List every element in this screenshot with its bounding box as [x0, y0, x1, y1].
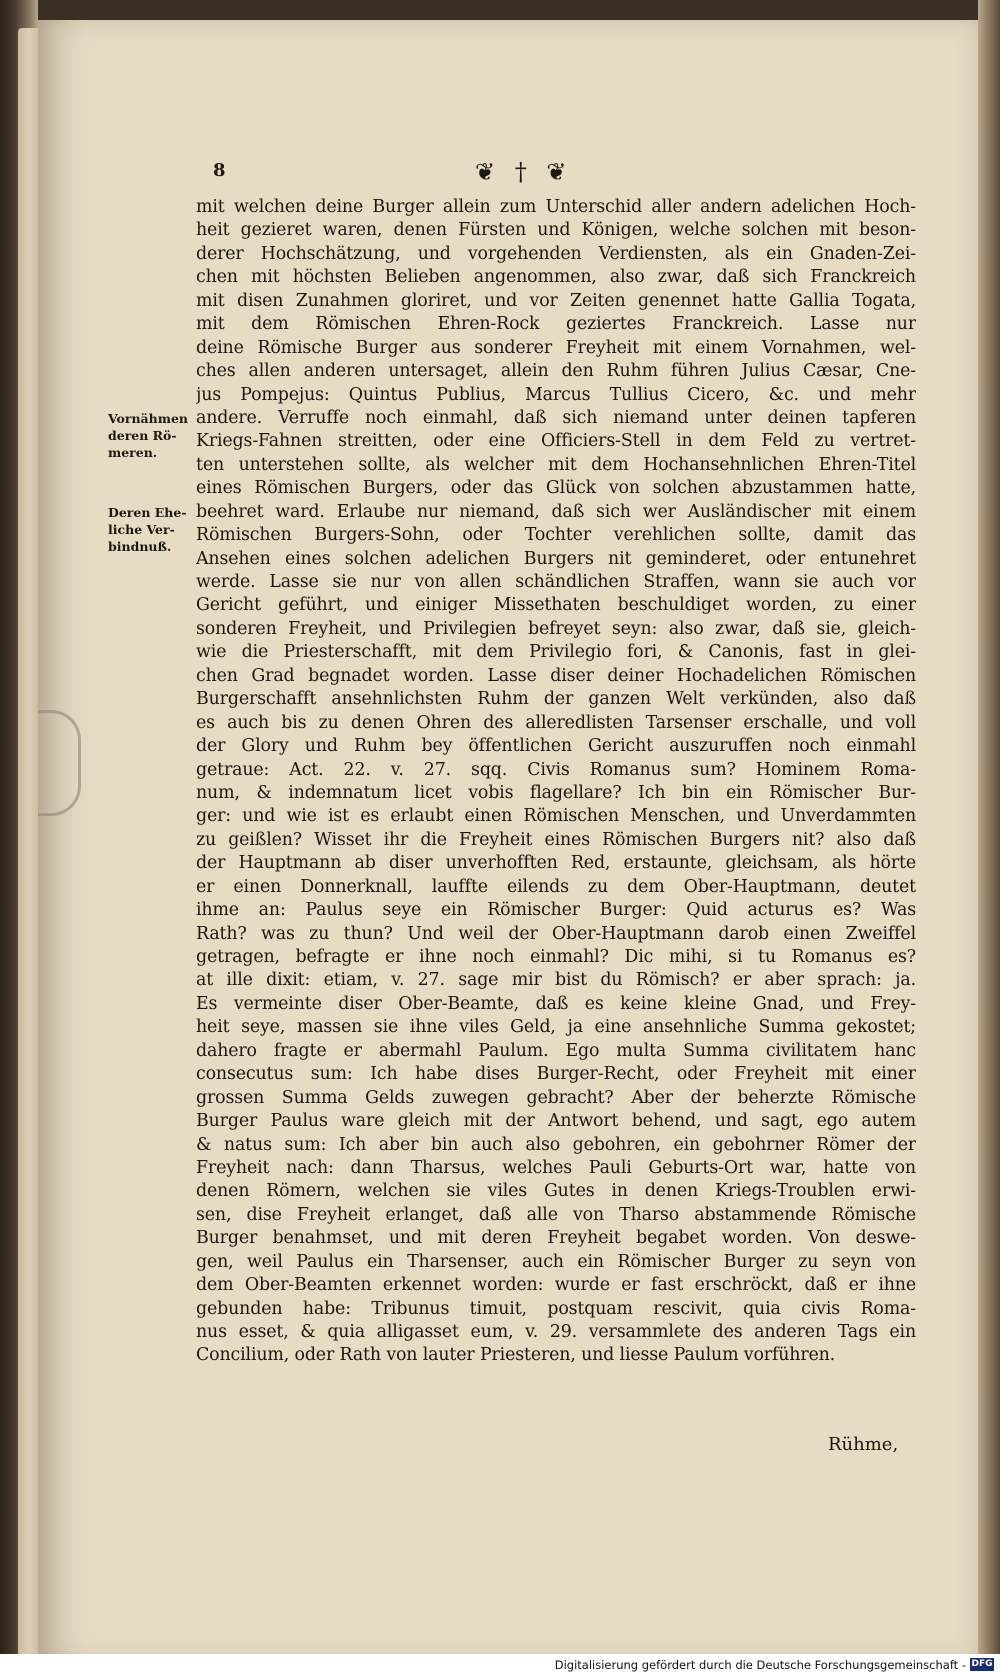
text-line: gen, weil Paulus ein Tharsenser, auch ein Römischer Burger zu seyn von [196, 1251, 916, 1272]
text-line: wie die Priesterschafft, mit dem Privilegio fori, & Canonis, fast in glei- [196, 642, 916, 663]
text-line: num, & indemnatum licet vobis flagellare? Ich bin ein Römischer Bur- [196, 782, 916, 803]
margin-note-vornahmen: Vornähmen deren Rö-meren. [108, 411, 189, 460]
text-line: at ille dixit: etiam, v. 27. sage mir bist du Römisch? er aber sprach: ja. [196, 970, 916, 991]
body-text [196, 196, 916, 1368]
text-line: der Glory und Ruhm bey öffentlichen Gericht auszuruffen noch einmahl [196, 736, 916, 757]
text-line: er einen Donnerknall, lauffte eilends zu dem Ober-Hauptmann, deutet [196, 876, 916, 897]
text-line: Burger benahmset, und mit deren Freyheit begabet worden. Von deswe- [196, 1228, 916, 1249]
right-page-shadow [978, 0, 1000, 1674]
text-line: Ansehen eines solchen adelichen Burgers nit geminderet, oder entunehret [196, 548, 916, 569]
text-line: Rath? was zu thun? Und weil der Ober-Hauptmann darob einen Zweiffel [196, 923, 916, 944]
text-line: denen Römern, welchen sie viles Gutes in denen Kriegs-Troublen erwi- [196, 1181, 916, 1202]
text-line: deine Römische Burger aus sonderer Freyheit mit einem Vornahmen, wel- [196, 337, 916, 358]
text-line: beehret ward. Erlaube nur niemand, daß sich wer Ausländischer mit einem [196, 501, 916, 522]
text-line: andere. Verruffe noch einmahl, daß sich niemand unter deinen tapferen [196, 407, 916, 428]
text-line: sonderen Freyheit, und Privilegien befreyet seyn: also zwar, daß sie, gleich- [196, 618, 916, 639]
text-line: der Hauptmann ab diser unverhofften Red, erstaunte, gleichsam, als hörte [196, 853, 916, 874]
page-clip [38, 710, 81, 816]
page-edge [18, 28, 40, 1658]
text-line: Burger Paulus ware gleich mit der Antwort behend, und sagt, ego autem [196, 1111, 916, 1132]
text-line: dem Ober-Beamten erkennet worden: wurde er fast erschröckt, daß er ihne [196, 1275, 916, 1296]
page-number: 8 [213, 160, 226, 181]
dfg-logo: DFG [971, 1659, 993, 1669]
text-line: & natus sum: Ich aber bin auch also gebohren, ein gebohrner Römer der [196, 1134, 916, 1155]
text-line: ches allen anderen untersaget, allein den Ruhm führen Julius Cæsar, Cne- [196, 361, 916, 382]
text-line: mit dem Römischen Ehren-Rock geziertes Franckreich. Lasse nur [196, 314, 916, 335]
text-line: es auch bis zu denen Ohren des alleredlisten Tarsenser erschalle, und voll [196, 712, 916, 733]
footer-bar [0, 1654, 1000, 1674]
text-line: ihme an: Paulus seye ein Römischer Burger: Quid acturus es? Was [196, 900, 916, 921]
text-line: Gericht geführt, und einiger Missethaten beschuldiget worden, zu einer [196, 595, 916, 616]
text-line: getraue: Act. 22. v. 27. sqq. Civis Romanus sum? Hominem Roma- [196, 759, 916, 780]
text-line: werde. Lasse sie nur von allen schändlichen Straffen, wann sie auch vor [196, 572, 916, 592]
text-line: nus esset, & quia alligasset eum, v. 29. versammlete des anderen Tags ein [196, 1322, 916, 1342]
catchword: Rühme, [828, 1434, 899, 1455]
text-line: Römischen Burgers-Sohn, oder Tochter verehlichen sollte, damit das [196, 525, 916, 546]
text-line: ger: und wie ist es erlaubt einen Römischen Menschen, und Unverdammten [196, 806, 916, 827]
text-line: heit gezieret waren, denen Fürsten und Königen, welche solchen mit beson- [196, 220, 916, 241]
text-line: gebunden habe: Tribunus timuit, postquam rescivit, quia civis Roma- [196, 1298, 916, 1319]
text-line: consecutus sum: Ich habe dises Burger-Recht, oder Freyheit mit einer [196, 1064, 916, 1085]
text-line: jus Pompejus: Quintus Publius, Marcus Tullius Cicero, &c. und mehr [196, 384, 916, 405]
text-line: chen mit höchsten Belieben angenommen, also zwar, daß sich Franckreich [196, 267, 916, 288]
text-line: zu geißlen? Wisset ihr die Freyheit eines Römischen Burgers nit? also daß [196, 829, 916, 850]
text-line: derer Hochschätzung, und vorgehenden Verdiensten, als ein Gnaden-Zei- [196, 243, 916, 264]
text-line: ten unterstehen sollte, als welcher mit dem Hochansehnlichen Ehren-Titel [196, 454, 916, 475]
text-line: mit welchen deine Burger allein zum Unterschid aller andern adelichen Hoch- [196, 197, 916, 217]
text-line: chen Grad begnadet worden. Lasse diser deiner Hochadelichen Römischen [196, 665, 916, 686]
text-line: Concilium, oder Rath von lauter Priesteren, und liesse Paulum vorführen. [196, 1345, 836, 1366]
text-line: Freyheit nach: dann Tharsus, welches Pauli Geburts-Ort war, hatte von [196, 1157, 916, 1178]
text-line: mit disen Zunahmen gloriret, und vor Zeiten genennet hatte Gallia Togata, [196, 290, 916, 311]
text-line: eines Römischen Burgers, oder das Glück von solchen abzustammen hatte, [196, 478, 916, 499]
footer-credit: Digitalisierung gefördert durch die Deutsche Forschungsgemeinschaft - [554, 1658, 966, 1672]
text-line: Es vermeinte diser Ober-Beamte, daß es keine kleine Gnad, und Frey- [196, 993, 916, 1014]
text-line: Burgerschafft ansehnlichsten Ruhm der ganzen Welt verkünden, also daß [196, 689, 916, 710]
margin-note-ehe: Deren Ehe-liche Ver-bindnuß. [108, 505, 187, 554]
text-line: heit seye, massen sie ihne viles Geld, ja eine ansehnliche Summa gekostet; [196, 1017, 916, 1038]
text-line: Kriegs-Fahnen streitten, oder eine Officiers-Stell in dem Feld zu vertret- [196, 431, 916, 452]
text-line: sen, dise Freyheit erlanget, daß alle von Tharso abstammende Römische [196, 1204, 916, 1225]
text-line: grossen Summa Gelds zuwegen gebracht? Aber der beherzte Römische [196, 1087, 916, 1108]
header-ornament: ❦ † ❦ [475, 158, 573, 186]
text-line: dahero fragte er abermahl Paulum. Ego multa Summa civilitatem hanc [196, 1040, 916, 1061]
text-line: getragen, befragte er ihne noch einmahl? Dic mihi, si tu Romanus es? [196, 947, 916, 967]
